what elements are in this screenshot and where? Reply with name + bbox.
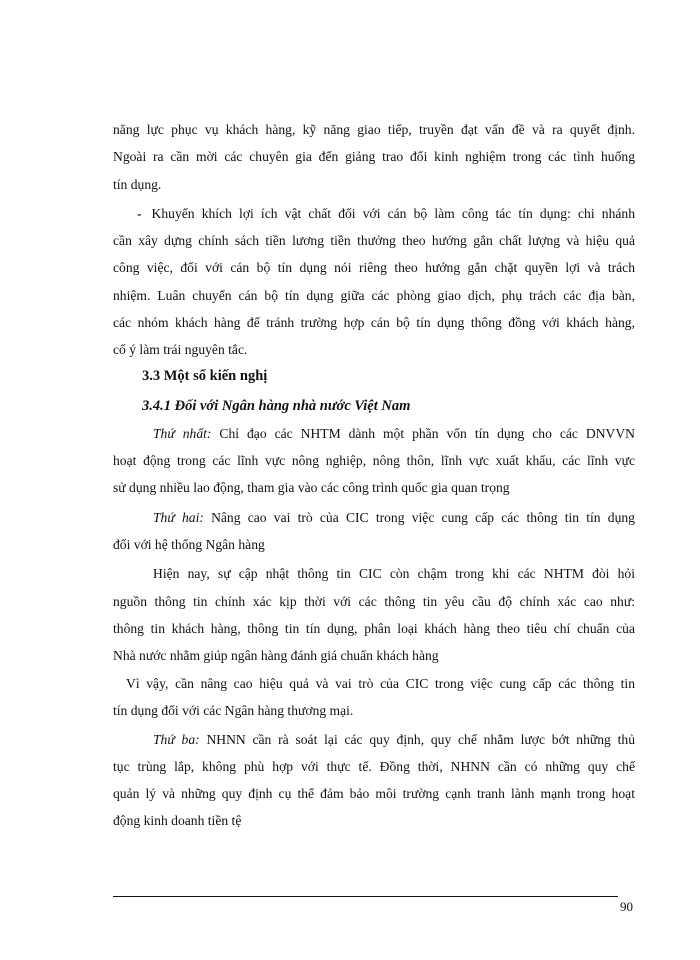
body-text-line: năng lực phục vụ khách hàng, kỹ năng giao tiếp, truyền đạt vấn đề và ra quyết định. [113, 122, 635, 137]
body-text-line: động kinh doanh tiền tệ [113, 813, 242, 828]
body-text-line: tín dụng đối với các Ngân hàng thương mại. [113, 703, 354, 718]
item-text: Nâng cao vai trò của CIC trong việc cung cấp các thông tin tín dụng [211, 510, 635, 525]
item-label: Thứ ba: [153, 732, 200, 747]
item-text: Chỉ đạo các NHTM dành một phần vốn tín dụng cho các DNVVN [219, 426, 635, 441]
section-heading: 3.3 Một số kiến nghị [142, 368, 268, 384]
bullet-line [137, 205, 635, 223]
body-text-line: các nhóm khách hàng để tránh trường hợp cán bộ tín dụng thông đồng với khách hàng, [113, 315, 635, 330]
paragraph-first-line [153, 731, 635, 749]
body-text-line: nguồn thông tin chính xác kịp thời với các thông tin yêu cầu độ chính xác cao như: [113, 594, 635, 609]
body-text-line: hoạt động trong các lĩnh vực nông nghiệp, nông thôn, lĩnh vực xuất khẩu, các lĩnh vực [113, 453, 635, 468]
body-text-line: Nhà nước nhằm giúp ngân hàng đánh giá chuẩn khách hàng [113, 648, 439, 663]
body-text-line: Vì vậy, cần nâng cao hiệu quả và vai trò của CIC trong việc cung cấp các thông tin [126, 676, 635, 691]
body-text-line: sử dụng nhiều lao động, tham gia vào các công trình quốc gia quan trọng [113, 480, 510, 495]
bullet-marker: - [137, 206, 142, 221]
item-label: Thứ hai: [153, 510, 204, 525]
paragraph-first-line [153, 425, 635, 443]
body-text-line: Ngoài ra cần mời các chuyên gia đến giảng trao đổi kinh nghiệm trong các tình huống [113, 149, 635, 164]
bullet-text: Khuyến khích lợi ích vật chất đối với cán bộ làm công tác tín dụng: chi nhánh [151, 206, 635, 221]
body-text-line: Hiện nay, sự cập nhật thông tin CIC còn chậm trong khi các NHTM đòi hỏi [153, 566, 635, 581]
paragraph-first-line [153, 509, 635, 527]
body-text-line: nhiệm. Luân chuyển cán bộ tín dụng giữa các phòng giao dịch, phụ trách các địa bàn, [113, 288, 635, 303]
page-number: 90 [620, 899, 633, 914]
body-text-line: cần xây dựng chính sách tiền lương tiền thưởng theo hướng gắn chất lượng và hiệu quả [113, 233, 635, 248]
body-text-line: đối với hệ thống Ngân hàng [113, 537, 265, 552]
body-text-line: tục trùng lắp, không phù hợp với thực tế. Đồng thời, NHNN cần có những quy chế [113, 759, 635, 774]
body-text-line: thông tin khách hàng, thông tin tín dụng, phân loại khách hàng theo tiêu chí chuẩn của [113, 621, 635, 636]
body-text-line: cố ý làm trái nguyên tắc. [113, 342, 248, 357]
body-text-line: công việc, đối với cán bộ tín dụng nói riêng theo hướng gắn chặt quyền lợi và trách [113, 260, 635, 275]
body-text-line: quản lý và những quy định cụ thể đảm bảo môi trường cạnh tranh lành mạnh trong hoạt [113, 786, 635, 801]
item-text: NHNN cần rà soát lại các quy định, quy chế nhằm lược bớt những thủ [206, 732, 635, 747]
item-label: Thứ nhất: [153, 426, 212, 441]
body-text-line: tín dụng. [113, 177, 162, 192]
footer-rule [113, 896, 618, 897]
subsection-heading: 3.4.1 Đối với Ngân hàng nhà nước Việt Nam [142, 398, 411, 414]
